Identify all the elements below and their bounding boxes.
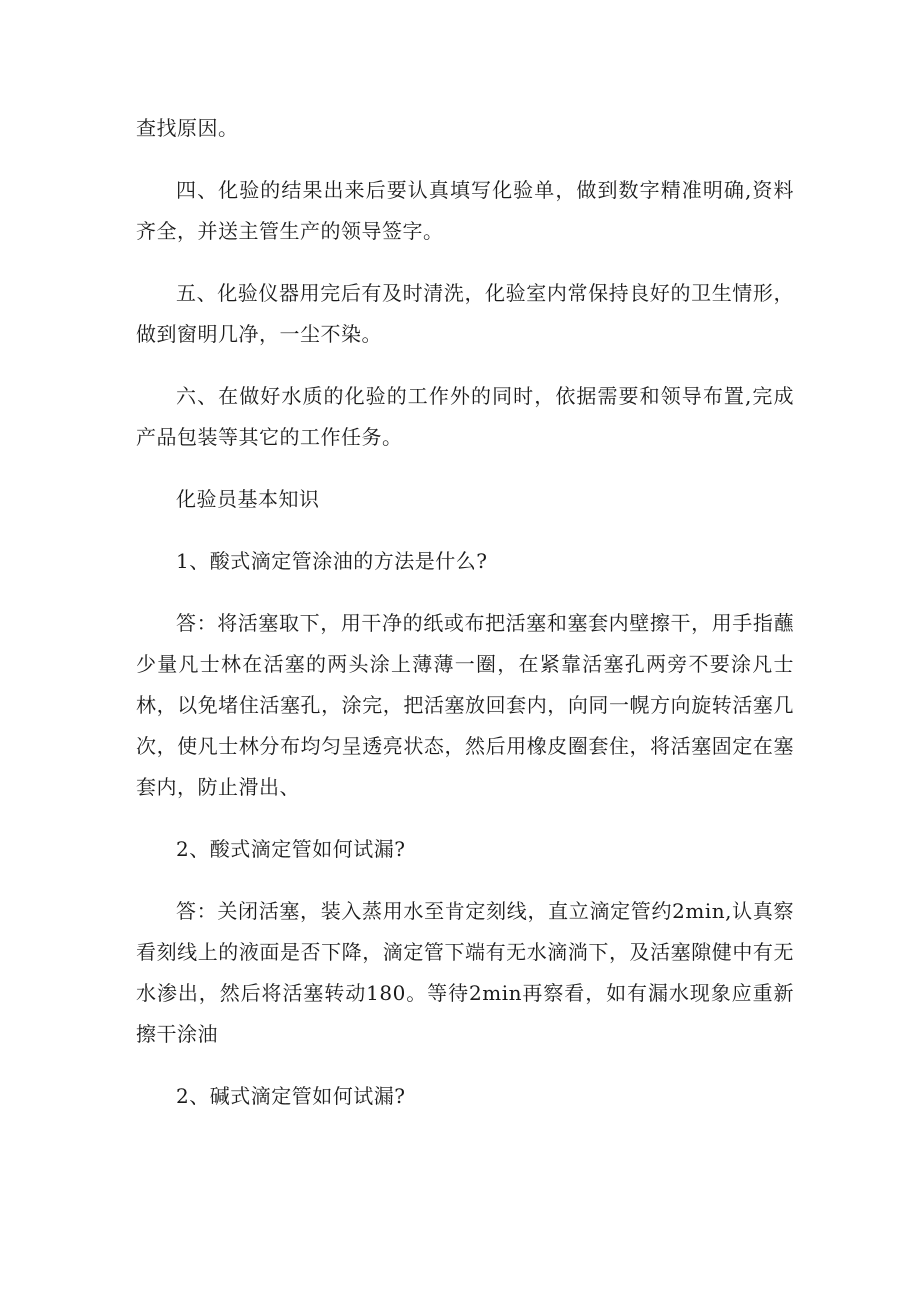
answer-1: 答：将活塞取下，用干净的纸或布把活塞和塞套内壁擦干，用手指蘸少量凡士林在活塞的两头涂上薄薄一圈，在紧靠活塞孔两旁不要涂凡士林，以免堵住活塞孔，涂完，把活塞放回套内，向同一幌方向旋转活塞几次，使凡士林分布均匀呈透亮状态，然后用橡皮圈套住，将活塞固定在塞套内，防止滑出、: [136, 611, 794, 799]
section-heading: 化验员基本知识: [176, 487, 320, 511]
paragraph-rule-6: 六、在做好水质的化验的工作外的同时，依据需要和领导布置,完成产品包装等其它的工作任务。: [136, 384, 794, 449]
question-3: 2、碱式滴定管如何试漏?: [176, 1084, 406, 1108]
paragraph-continuation: 查找原因。: [136, 116, 239, 140]
paragraph-rule-5: 五、化验仪器用完后有及时清洗，化验室内常保持良好的卫生情形，做到窗明几净，一尘不染。: [136, 281, 794, 346]
question-1: 1、酸式滴定管涂油的方法是什么?: [176, 549, 488, 573]
document-body: [136, 108, 794, 1138]
answer-2: 答：关闭活塞，装入蒸用水至肯定刻线，直立滴定管约2min,认真察看刻线上的液面是否下降，滴定管下端有无水滴淌下，及活塞隙健中有无水渗出，然后将活塞转动180。等待2min再察看，如有漏水现象应重新擦干涂油: [136, 899, 794, 1046]
paragraph-rule-4: 四、化验的结果出来后要认真填写化验单，做到数字精准明确,资料齐全，并送主管生产的领导签字。: [136, 178, 794, 243]
question-2: 2、酸式滴定管如何试漏?: [176, 837, 406, 861]
